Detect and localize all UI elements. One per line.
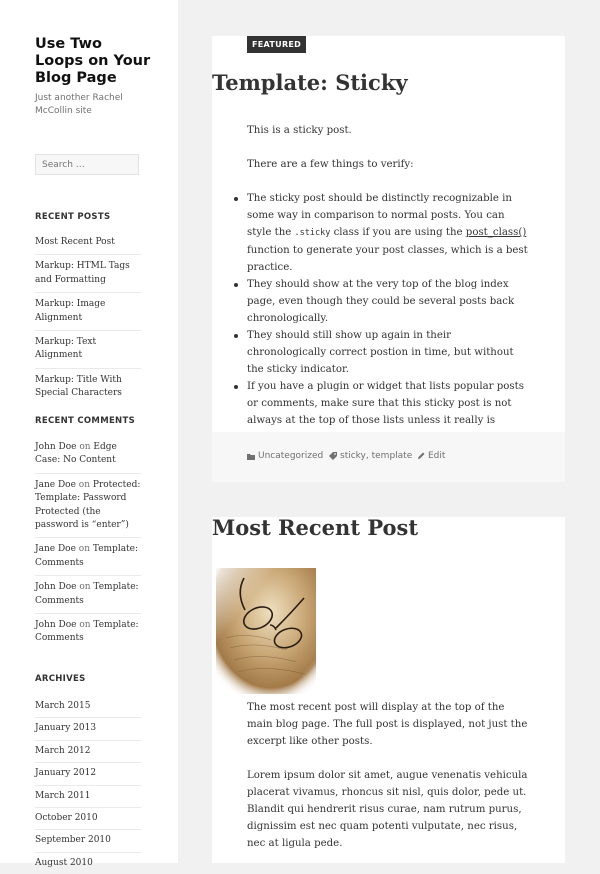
comment-author: Jane Doe [35,544,76,555]
archives-heading: ARCHIVES [35,674,86,684]
list-item [247,327,531,378]
recent-post-link[interactable]: Markup: Image Alignment [35,299,106,323]
post-title[interactable]: Template: Sticky [212,70,408,95]
archive-link[interactable]: August 2010 [35,857,93,868]
edit-meta [417,451,445,461]
list-item [35,292,141,330]
comment-on: on [79,442,91,452]
comment-post-link[interactable]: Template: Comments [35,620,139,644]
comment-on: on [78,544,91,555]
list-item [35,575,141,613]
comment-author: John Doe [35,442,77,452]
list-item [35,762,141,784]
site-title[interactable]: Use Two Loops on Your Blog Page [35,36,151,86]
site-description: Just another Rachel McCollin site [35,93,123,116]
post-paragraph: The most recent post will display at the top of the main blog page. The full post is displayed, not just the excerpt like other posts. [247,702,528,747]
archive-link[interactable]: March 2012 [35,745,91,756]
tag-icon [329,452,337,460]
bullet [234,283,238,287]
archive-link[interactable]: March 2011 [35,790,91,801]
bullet [234,334,238,338]
list-item [35,330,141,368]
comment-author: John Doe [35,582,77,593]
list-item [35,236,141,254]
category-meta [247,451,323,461]
list-item [35,368,141,406]
bullet [234,385,238,389]
list-text: class if you are using the [330,227,466,238]
edit-link[interactable]: Edit [428,451,446,461]
post-meta-bar [212,432,565,482]
list-item [35,254,141,292]
bullet [234,197,238,201]
recent-post-link[interactable]: Markup: Title With Special Characters [35,374,122,399]
list-item [35,717,141,739]
post-thumbnail[interactable] [216,568,316,694]
comment-on: on [79,620,91,631]
comment-on: on [78,479,91,490]
post-content [247,699,531,852]
comment-author: Jane Doe [35,479,76,490]
post-title[interactable]: Most Recent Post [212,515,419,540]
comment-author: John Doe [35,620,77,631]
list-item [35,613,141,651]
recent-comments-heading: RECENT COMMENTS [35,416,135,426]
archive-link[interactable]: September 2010 [35,835,111,846]
folder-icon [247,453,255,460]
code-snippet: .sticky [294,228,331,238]
archive-link[interactable]: January 2013 [35,723,97,734]
archive-link[interactable]: January 2012 [35,768,97,779]
search-input[interactable] [35,154,139,175]
list-item [247,276,531,327]
post-paragraph: Lorem ipsum dolor sit amet, augue venenatis vehicula placerat vivamus, rhoncus sit nisl, quis dolor, pede ut. Blandit qui hendrerit risus curae, nam rutrum purus, dignissim est nec quam potenti vulputate, nec risus, nec at ligula pede. [247,770,528,849]
tags-meta [329,451,412,461]
comment-post-link[interactable]: Template: Comments [35,582,139,606]
recent-posts-heading: RECENT POSTS [35,212,111,222]
comment-post-link[interactable]: Protected: Template: Password Protected (the password is “enter”) [35,479,141,531]
sidebar [0,0,178,868]
tags-link[interactable]: sticky, template [340,451,413,461]
featured-badge: FEATURED [247,36,306,53]
list-item [35,785,141,807]
list-item [35,829,141,851]
archive-link[interactable]: October 2010 [35,813,98,824]
list-item [247,190,531,276]
list-text: They should still show up again in their chronologically correct postion in time, but without the sticky indicator. [247,330,514,375]
pencil-icon [417,452,425,460]
list-text: They should show at the very top of the blog index page, even though they could be several posts back chronologically. [247,279,515,324]
recent-posts-list [35,236,141,406]
recent-comments-list [35,441,141,651]
post-paragraph: This is a sticky post. [247,125,352,136]
archive-link[interactable]: March 2015 [35,701,91,711]
list-text: The sticky post should be distinctly recognizable in some way in comparison to normal posts. You can style the [247,193,512,238]
recent-post-link[interactable]: Markup: Text Alignment [35,337,97,361]
verify-list [247,190,531,446]
list-item [35,740,141,762]
list-item [35,807,141,829]
list-item [35,700,141,717]
glasses-photo-icon [216,568,316,694]
category-link[interactable]: Uncategorized [258,451,324,461]
comment-post-link[interactable]: Edge Case: No Content [35,442,117,466]
recent-post-link[interactable]: Most Recent Post [35,237,115,247]
comment-post-link[interactable]: Template: Comments [35,544,139,568]
post-class-link[interactable]: post_class() [465,227,527,238]
list-item [35,473,141,538]
list-item [35,537,141,575]
list-text: If you have a plugin or widget that lists popular posts or comments, make sure that this sticky post is not always at the top of those lists unless it really is [247,381,524,426]
list-item [35,441,141,473]
comment-on: on [79,582,91,593]
post-content [247,122,531,446]
list-text: function to generate your post classes, which is a best practice. [247,245,528,273]
post-paragraph: There are a few things to verify: [247,159,414,170]
archives-list [35,700,141,874]
recent-post-link[interactable]: Markup: HTML Tags and Formatting [35,261,130,285]
